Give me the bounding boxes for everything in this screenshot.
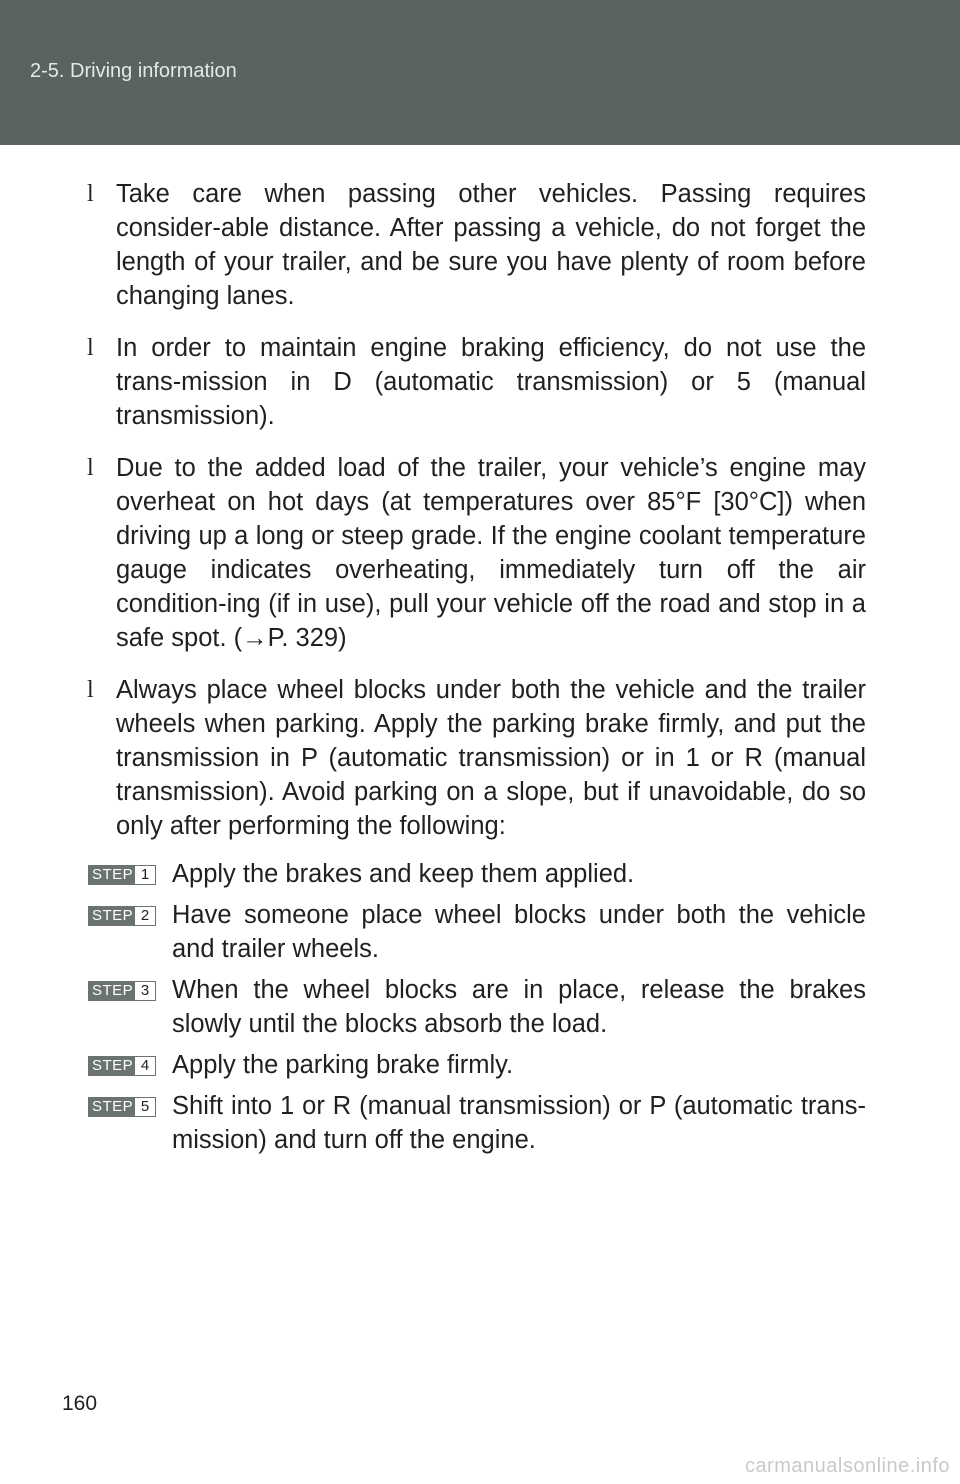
page-body [88,177,866,1164]
step-number: 5 [134,1097,156,1117]
step-label: STEP [88,865,134,885]
bullet-marker-icon: l [87,455,94,481]
watermark: carmanualsonline.info [744,1455,950,1477]
step-number: 4 [134,1056,156,1076]
section-title: 2-5. Driving information [30,60,237,82]
step-item [88,898,866,966]
step-badge [88,865,156,885]
step-text: Apply the parking brake firmly. [172,1051,514,1079]
step-badge [88,1097,156,1117]
bullet-item [88,673,866,843]
step-label: STEP [88,981,134,1001]
bullet-text: In order to maintain engine braking efficiency, do not use the trans-mission in D (automatic transmission) or 5 (manual transmission). [116,334,866,430]
step-label: STEP [88,906,134,926]
step-item [88,1048,866,1082]
step-number: 1 [134,865,156,885]
step-label: STEP [88,1056,134,1076]
step-item [88,973,866,1041]
bullet-text: Take care when passing other vehicles. Passing requires consider-able distance. After passing a vehicle, do not forget the length of your trailer, and be sure you have plenty of room before changing lanes. [116,180,866,310]
step-badge [88,981,156,1001]
bullet-item [88,451,866,655]
section-header-bar [0,0,960,145]
page-number: 160 [62,1392,98,1415]
step-number: 3 [134,981,156,1001]
step-label: STEP [88,1097,134,1117]
step-badge [88,1056,156,1076]
step-text: Have someone place wheel blocks under both the vehicle and trailer wheels. [172,901,866,963]
step-text: Shift into 1 or R (manual transmission) or P (automatic trans-mission) and turn off the engine. [172,1092,866,1154]
bullet-item [88,331,866,433]
step-badge [88,906,156,926]
bullet-marker-icon: l [87,335,94,361]
step-item [88,1089,866,1157]
bullet-marker-icon: l [87,181,94,207]
bullet-marker-icon: l [87,677,94,703]
step-item [88,857,866,891]
step-number: 2 [134,906,156,926]
bullet-text: Due to the added load of the trailer, your vehicle’s engine may overheat on hot days (at temperatures over 85°F [30°C]) when driving up a long or steep grade. If the engine coolant temperature gauge indicates overheating, immediately turn off the air condition-ing (if in use), pull your vehicle off the road and stop in a safe spot. (→P. 329) [116,454,866,652]
bullet-text: Always place wheel blocks under both the vehicle and the trailer wheels when parking. Apply the parking brake firmly, and put the transmission in P (automatic transmission) or in 1 or R (manual transmission). Avoid parking on a slope, but if unavoidable, do so only after performing the following: [116,676,866,840]
step-text: Apply the brakes and keep them applied. [172,860,635,888]
bullet-item [88,177,866,313]
step-text: When the wheel blocks are in place, release the brakes slowly until the blocks absorb the load. [172,976,866,1038]
